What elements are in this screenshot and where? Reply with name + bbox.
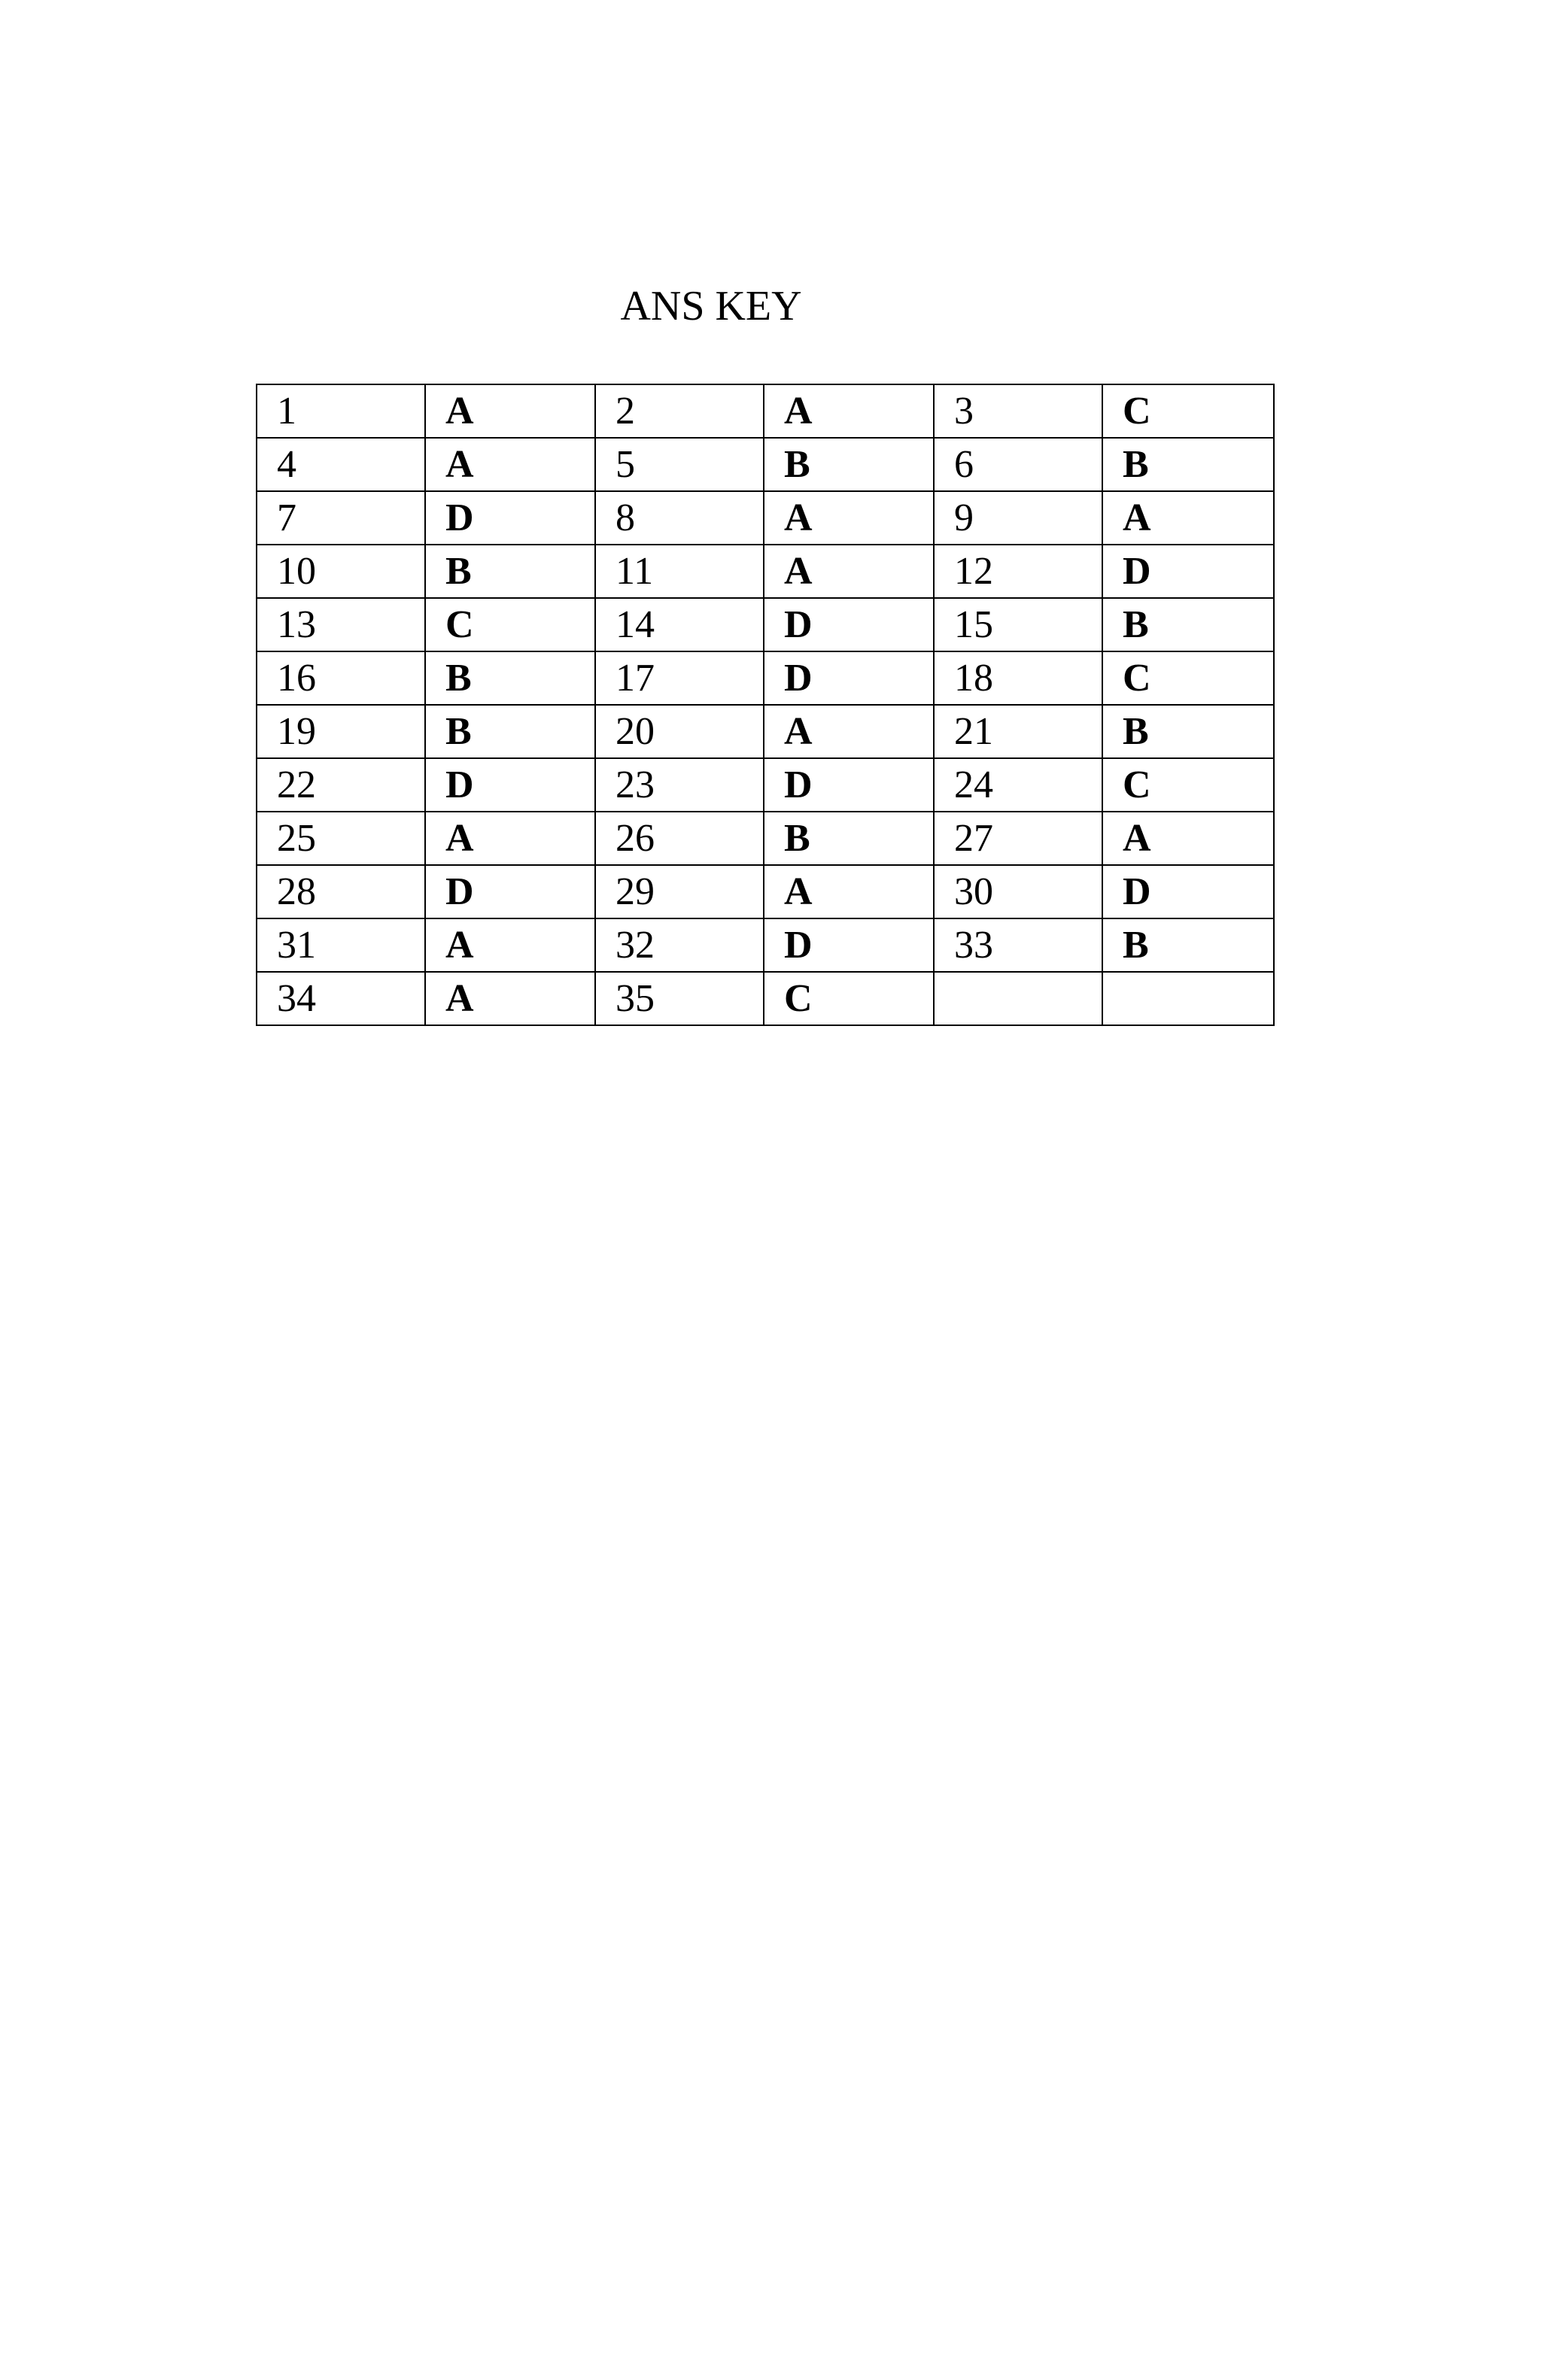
answer-key-table: [256, 384, 1275, 1026]
answer-cell: B: [764, 812, 934, 865]
answer-cell: D: [425, 865, 595, 918]
answer-cell: B: [1102, 438, 1274, 491]
answer-cell: C: [1102, 651, 1274, 705]
answer-cell: B: [764, 438, 934, 491]
question-number-cell: 12: [934, 545, 1102, 598]
question-number-cell: 23: [595, 758, 764, 812]
answer-cell: D: [425, 758, 595, 812]
table-row: [257, 438, 1274, 491]
answer-cell: B: [425, 705, 595, 758]
answer-cell: C: [425, 598, 595, 651]
question-number-cell: 19: [257, 705, 425, 758]
answer-cell: A: [764, 545, 934, 598]
answer-key-body: [257, 384, 1274, 1025]
answer-cell: A: [764, 491, 934, 545]
table-row: [257, 812, 1274, 865]
question-number-cell: 8: [595, 491, 764, 545]
question-number-cell: 17: [595, 651, 764, 705]
question-number-cell: 18: [934, 651, 1102, 705]
answer-cell: D: [425, 491, 595, 545]
question-number-cell: 28: [257, 865, 425, 918]
answer-cell: D: [1102, 865, 1274, 918]
question-number-cell: 15: [934, 598, 1102, 651]
question-number-cell: 13: [257, 598, 425, 651]
question-number-cell: 29: [595, 865, 764, 918]
answer-cell: A: [1102, 812, 1274, 865]
question-number-cell: 2: [595, 384, 764, 438]
question-number-cell: 3: [934, 384, 1102, 438]
answer-cell: B: [425, 545, 595, 598]
question-number-cell: 16: [257, 651, 425, 705]
question-number-cell: 25: [257, 812, 425, 865]
question-number-cell: 6: [934, 438, 1102, 491]
question-number-cell: 30: [934, 865, 1102, 918]
table-row: [257, 384, 1274, 438]
answer-cell: A: [764, 384, 934, 438]
answer-cell: C: [1102, 384, 1274, 438]
page-title: ANS KEY: [620, 283, 802, 329]
question-number-cell: 34: [257, 972, 425, 1025]
question-number-cell: 5: [595, 438, 764, 491]
table-row: [257, 758, 1274, 812]
question-number-cell: 31: [257, 918, 425, 972]
answer-cell: B: [1102, 705, 1274, 758]
answer-cell: B: [1102, 598, 1274, 651]
answer-cell: A: [425, 438, 595, 491]
answer-cell: D: [764, 758, 934, 812]
question-number-cell: 4: [257, 438, 425, 491]
answer-cell: A: [425, 812, 595, 865]
answer-cell: A: [425, 384, 595, 438]
question-number-cell: 27: [934, 812, 1102, 865]
answer-cell: D: [764, 918, 934, 972]
answer-cell: B: [1102, 918, 1274, 972]
table-row: [257, 705, 1274, 758]
table-row: [257, 491, 1274, 545]
question-number-cell: 7: [257, 491, 425, 545]
answer-cell: A: [1102, 491, 1274, 545]
answer-cell: A: [425, 918, 595, 972]
table-row: [257, 918, 1274, 972]
table-row: [257, 865, 1274, 918]
answer-cell: D: [764, 598, 934, 651]
answer-cell: A: [764, 705, 934, 758]
table-row: [257, 651, 1274, 705]
answer-cell: C: [764, 972, 934, 1025]
table-row: [257, 972, 1274, 1025]
question-number-cell: 22: [257, 758, 425, 812]
question-number-cell: [934, 972, 1102, 1025]
question-number-cell: 33: [934, 918, 1102, 972]
question-number-cell: 21: [934, 705, 1102, 758]
question-number-cell: 10: [257, 545, 425, 598]
table-row: [257, 545, 1274, 598]
answer-cell: D: [764, 651, 934, 705]
answer-cell: B: [425, 651, 595, 705]
question-number-cell: 1: [257, 384, 425, 438]
question-number-cell: 32: [595, 918, 764, 972]
table-row: [257, 598, 1274, 651]
answer-cell: A: [425, 972, 595, 1025]
answer-cell: A: [764, 865, 934, 918]
question-number-cell: 9: [934, 491, 1102, 545]
question-number-cell: 11: [595, 545, 764, 598]
question-number-cell: 24: [934, 758, 1102, 812]
answer-cell: D: [1102, 545, 1274, 598]
question-number-cell: 14: [595, 598, 764, 651]
question-number-cell: 20: [595, 705, 764, 758]
answer-cell: C: [1102, 758, 1274, 812]
answer-cell: [1102, 972, 1274, 1025]
question-number-cell: 35: [595, 972, 764, 1025]
question-number-cell: 26: [595, 812, 764, 865]
